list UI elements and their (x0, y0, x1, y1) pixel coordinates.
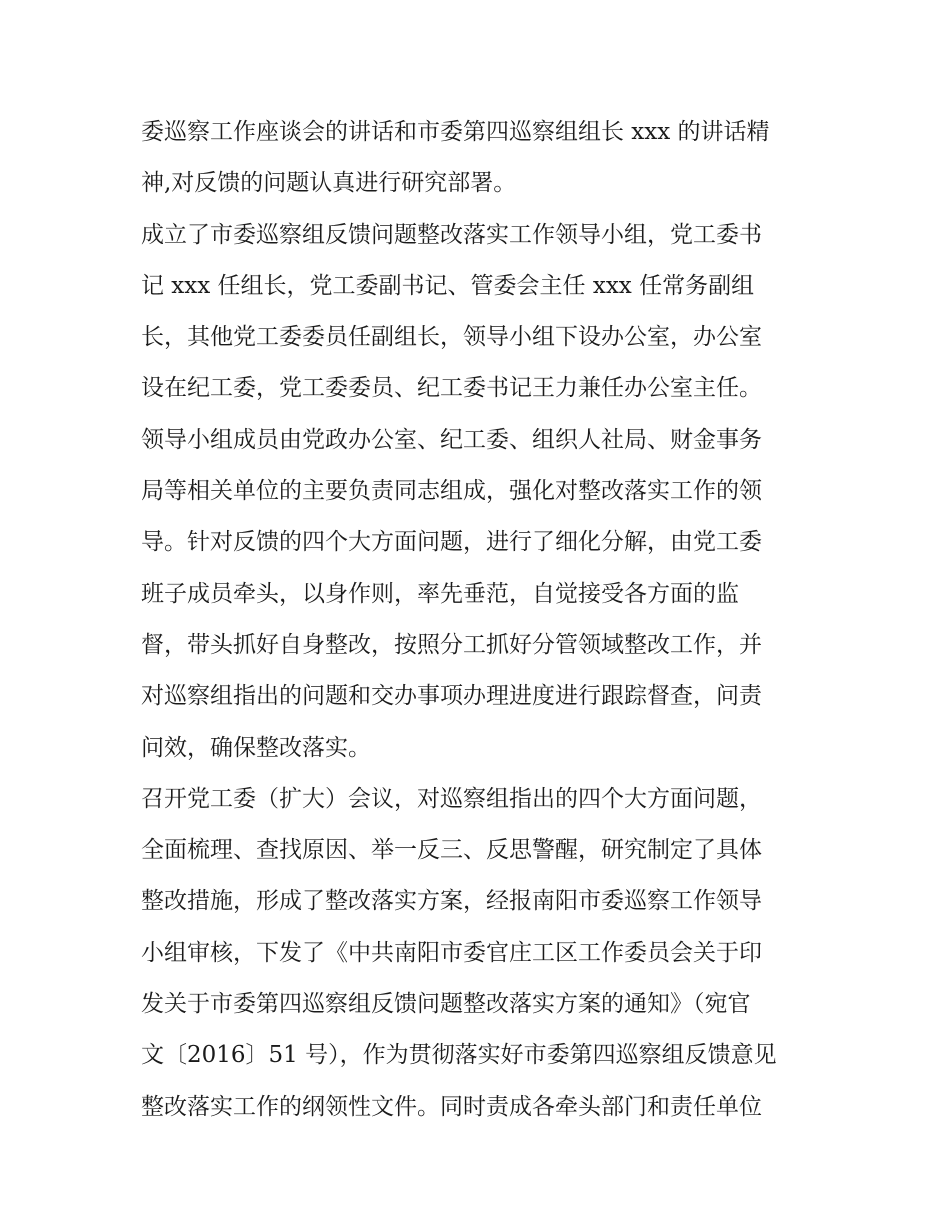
text-line: 局等相关单位的主要负责同志组成，强化对整改落实工作的领 (141, 478, 762, 505)
text-line: 小组审核，下发了《中共南阳市委官庄工区工作委员会关于印 (141, 939, 762, 966)
text-line: 整改措施，形成了整改落实方案，经报南阳市委巡察工作领导 (141, 888, 762, 915)
text-line: 发关于市委第四巡察组反馈问题整改落实方案的通知》（宛官 (141, 991, 751, 1018)
text-line: 对巡察组指出的问题和交办事项办理进度进行跟踪督查，问责 (141, 683, 762, 710)
text-line: 成立了市委巡察组反馈问题整改落实工作领导小组，党工委书 (141, 221, 762, 248)
text-line: 召开党工委（扩大）会议，对巡察组指出的四个大方面问题， (141, 785, 762, 812)
text-line: 长，其他党工委委员任副组长，领导小组下设办公室，办公室 (141, 324, 762, 351)
text-line: 问效，确保整改落实。 (141, 734, 371, 761)
text-line: 设在纪工委，党工委委员、纪工委书记王力兼任办公室主任。 (141, 375, 762, 402)
text-line: 全面梳理、查找原因、举一反三、反思警醒，研究制定了具体 (141, 837, 762, 864)
text-line: 导。针对反馈的四个大方面问题，进行了细化分解，由党工委 (141, 529, 762, 556)
text-line: 班子成员牵头，以身作则，率先垂范，自觉接受各方面的监 (141, 580, 739, 607)
text-line: 神,对反馈的问题认真进行研究部署。 (141, 170, 517, 197)
text-line: 督，带头抓好自身整改，按照分工抓好分管领域整改工作，并 (141, 631, 762, 658)
text-line: 文〔2016〕51 号），作为贯彻落实好市委第四巡察组反馈意见 (141, 1042, 777, 1069)
text-line: 委巡察工作座谈会的讲话和市委第四巡察组组长 xxx 的讲话精 (141, 119, 770, 145)
text-line: 整改落实工作的纲领性文件。同时责成各牵头部门和责任单位 (141, 1093, 762, 1120)
document-body-text (141, 107, 821, 1133)
text-line: 记 xxx 任组长，党工委副书记、管委会主任 xxx 任常务副组 (141, 272, 755, 299)
text-line: 领导小组成员由党政办公室、纪工委、组织人社局、财金事务 (141, 426, 762, 453)
